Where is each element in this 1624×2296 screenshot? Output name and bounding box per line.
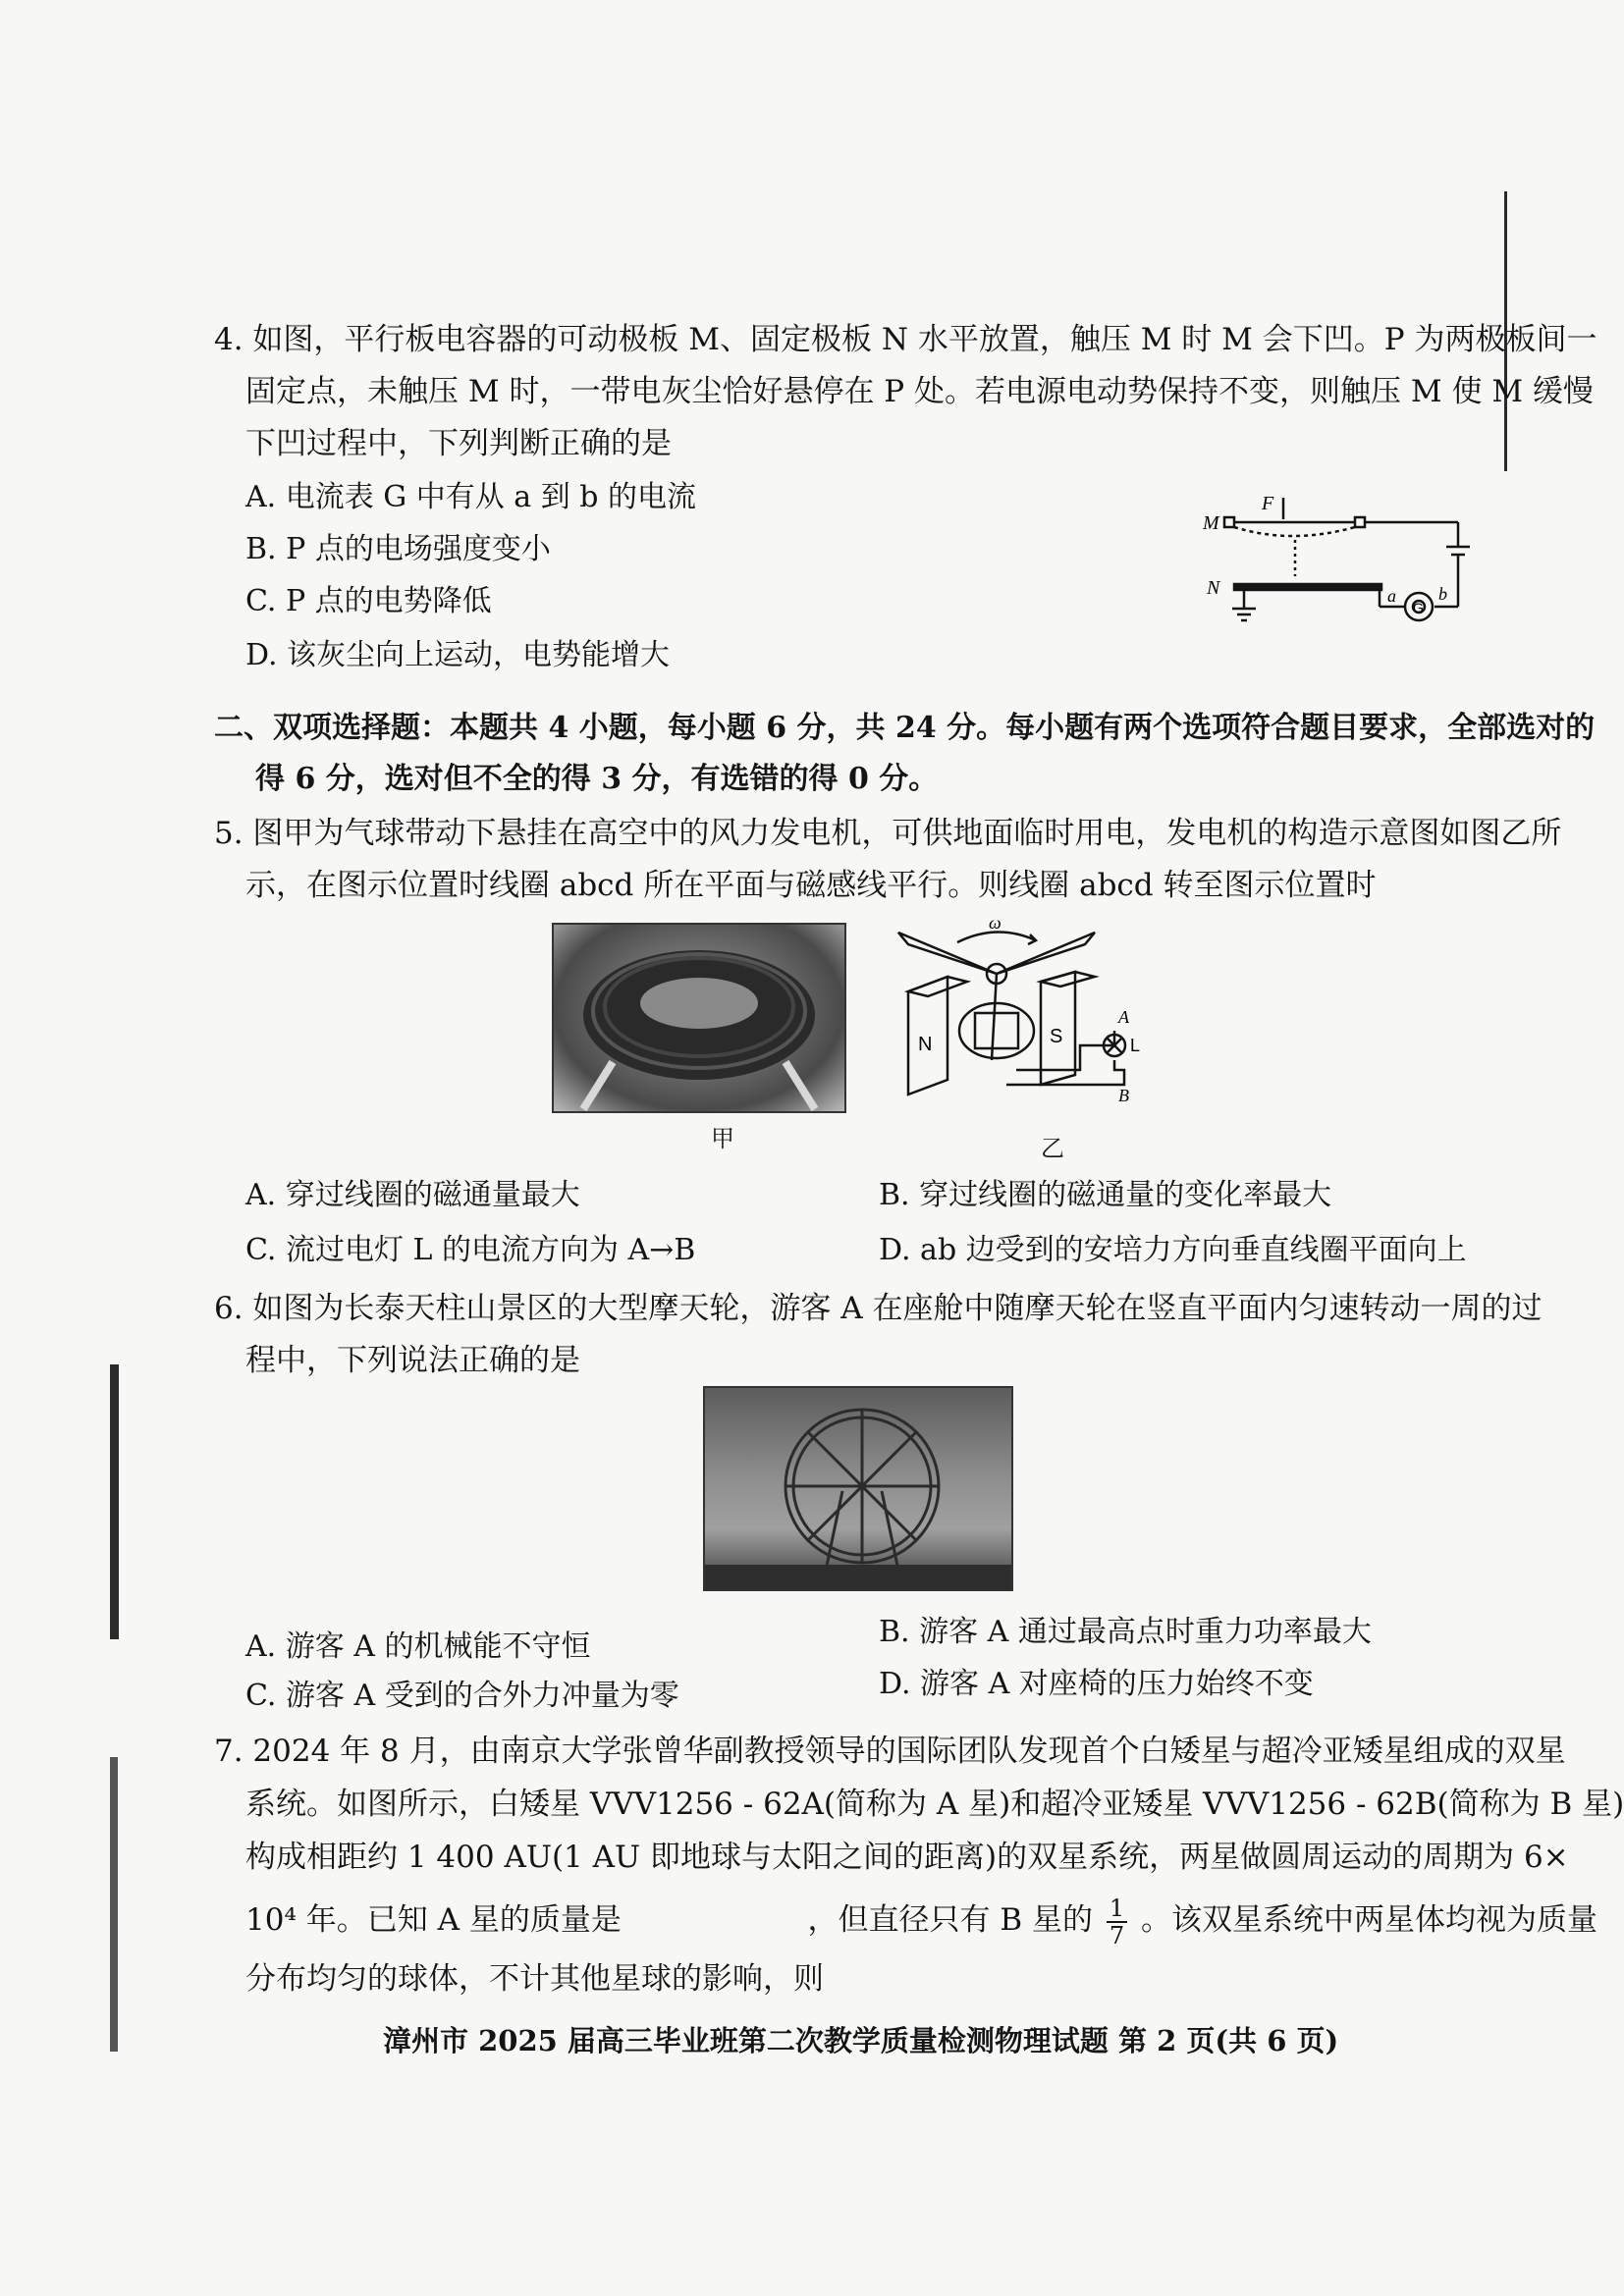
q4-line-3: 下凹过程中，下列判断正确的是 — [245, 426, 672, 461]
q6-ferris-wheel-photo — [703, 1386, 1013, 1591]
q5-line-2: 示，在图示位置时线圈 abcd 所在平面与磁感线平行。则线圈 abcd 转至图示位置时 — [245, 868, 1377, 903]
q5-label-B: B — [1118, 1086, 1129, 1105]
q5-label-omega: ω — [989, 913, 1001, 933]
ferris-wheel-illustration — [705, 1388, 1011, 1589]
coil-illustration — [554, 925, 844, 1111]
q4-label-M: M — [1203, 512, 1219, 534]
q4-label-a: a — [1387, 586, 1396, 606]
q7-line-5: 分布均匀的球体，不计其他星球的影响，则 — [245, 1961, 824, 1997]
q5-line-1: 5. 图甲为气球带动下悬挂在高空中的风力发电机，可供地面临时用电，发电机的构造示意图如图乙所 — [214, 816, 1562, 851]
q7-line-4 — [245, 1895, 1597, 1949]
q4-line-1: 4. 如图，平行板电容器的可动极板 M、固定极板 N 水平放置，触压 M 时 M 会下凹。P 为两极板间一 — [214, 322, 1597, 357]
q5-option-d[interactable]: D. ab 边受到的安培力方向垂直线圈平面向上 — [879, 1233, 1467, 1267]
q6-option-d[interactable]: D. 游客 A 对座椅的压力始终不变 — [879, 1667, 1314, 1701]
q7-line-2: 系统。如图所示，白矮星 VVV1256 - 62A(简称为 A 星)和超冷亚矮星 VVV1256 - 62B(简称为 B 星) — [245, 1787, 1624, 1822]
q5-generator-diagram — [869, 913, 1183, 1129]
q4-label-G: G — [1413, 600, 1424, 615]
q6-line-2: 程中，下列说法正确的是 — [245, 1343, 580, 1378]
q5-caption-yi: 乙 — [1041, 1135, 1064, 1162]
q5-label-A: A — [1118, 1007, 1129, 1027]
q5-label-L: L — [1130, 1036, 1141, 1055]
q4-label-N: N — [1207, 577, 1220, 599]
q4-label-b: b — [1438, 584, 1447, 604]
q7-line-3: 构成相距约 1 400 AU(1 AU 即地球与太阳之间的距离)的双星系统，两星做圆周运动的周期为 6× — [245, 1840, 1569, 1875]
q5-option-c[interactable]: C. 流过电灯 L 的电流方向为 A→B — [245, 1233, 696, 1267]
q7-line-1: 7. 2024 年 8 月，由南京大学张曾华副教授领导的国际团队发现首个白矮星与超冷亚矮星组成的双星 — [214, 1734, 1566, 1769]
q7-line-4-pre: 10⁴ 年。已知 A 星的质量是 — [245, 1902, 622, 1938]
q6-option-c[interactable]: C. 游客 A 受到的合外力冲量为零 — [245, 1679, 679, 1713]
q4-option-d[interactable]: D. 该灰尘向上运动，电势能增大 — [245, 638, 671, 672]
q6-line-1: 6. 如图为长泰天柱山景区的大型摩天轮，游客 A 在座舱中随摩天轮在竖直平面内匀速转动一周的过 — [214, 1291, 1543, 1326]
q5-option-a[interactable]: A. 穿过线圈的磁通量最大 — [245, 1178, 580, 1212]
q7-line-4-mid: ，但直径只有 B 星的 — [807, 1902, 1094, 1938]
q4-option-c[interactable]: C. P 点的电势降低 — [245, 584, 492, 618]
q7-fraction-numerator: 1 — [1107, 1896, 1127, 1923]
section-2-line-1: 二、双项选择题：本题共 4 小题，每小题 6 分，共 24 分。每小题有两个选项符合题目要求，全部选对的 — [214, 711, 1596, 745]
scan-edge-left-1 — [110, 1364, 119, 1639]
q5-label-S: S — [1050, 1026, 1063, 1047]
q4-option-a[interactable]: A. 电流表 G 中有从 a 到 b 的电流 — [245, 480, 697, 514]
page-footer: 漳州市 2025 届高三毕业班第二次教学质量检测物理试题 第 2 页(共 6 页) — [383, 2024, 1339, 2057]
q5-coil-photo — [552, 923, 846, 1113]
q5-option-b[interactable]: B. 穿过线圈的磁通量的变化率最大 — [879, 1178, 1332, 1212]
q7-fraction — [1107, 1896, 1127, 1949]
q4-option-b[interactable]: B. P 点的电场强度变小 — [245, 532, 551, 566]
section-2-line-2: 得 6 分，选对但不全的得 3 分，有选错的得 0 分。 — [255, 762, 939, 796]
q7-line-4-post: 。该双星系统中两星体均视为质量 — [1141, 1902, 1598, 1938]
q5-label-N: N — [918, 1034, 933, 1055]
q5-caption-jia: 甲 — [711, 1125, 734, 1152]
q4-capacitor-circuit-figure — [1193, 486, 1488, 643]
q4-label-F: F — [1262, 493, 1274, 514]
q7-fraction-denominator: 7 — [1109, 1921, 1125, 1949]
scan-edge-left-2 — [110, 1757, 118, 2052]
q6-option-a[interactable]: A. 游客 A 的机械能不守恒 — [245, 1629, 591, 1664]
q6-option-b[interactable]: B. 游客 A 通过最高点时重力功率最大 — [879, 1615, 1372, 1649]
q4-line-2: 固定点，未触压 M 时，一带电灰尘恰好悬停在 P 处。若电源电动势保持不变，则触压 M 使 M 缓慢 — [245, 374, 1594, 409]
